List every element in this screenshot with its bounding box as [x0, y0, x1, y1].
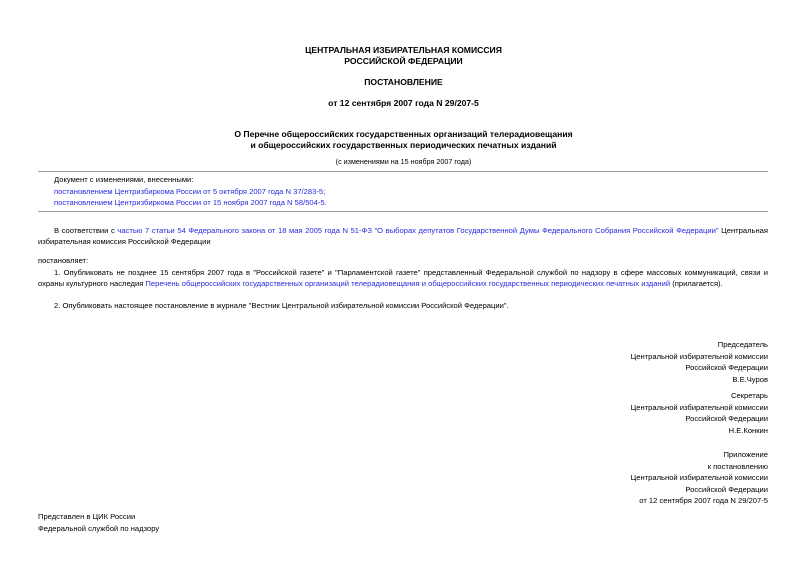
secretary-country: Российской Федерации: [685, 414, 768, 423]
decree-word: постановляет:: [38, 256, 89, 265]
chairman-country: Российской Федерации: [685, 363, 768, 372]
amendment-note: (с изменениями на 15 ноября 2007 года): [335, 157, 472, 166]
org-name-line2: РОССИЙСКОЙ ФЕДЕРАЦИИ: [344, 56, 463, 66]
chairman-org: Центральной избирательной комиссии: [630, 351, 768, 361]
appendix-ref: к постановлению: [707, 461, 768, 471]
change-link-2[interactable]: постановлением Центризбиркома России от 15 ноября 2007 года N 58/504-5.: [54, 198, 327, 207]
decree-item-1: [38, 268, 768, 289]
list-link[interactable]: Перечень общероссийских государственных организаций телерадиовещания и общероссийских государственных периодических печатных изданий: [145, 278, 671, 288]
law-link[interactable]: частью 7 статьи 54 Федерального закона от 18 мая 2005 года N 51-ФЗ "О выборах депутатов Государственной Думы Федерального Собрания Российской Федерации": [117, 226, 719, 235]
intro-suffix: Центральная избирательная комиссия Российской Федерации: [38, 226, 768, 246]
divider-bottom: [38, 211, 768, 212]
changes-heading: Документ с изменениями, внесенными:: [54, 175, 194, 184]
intro-paragraph: [38, 226, 768, 247]
appendix-title: Приложение: [723, 450, 768, 459]
secretary-name: Н.Е.Конкин: [728, 425, 768, 435]
appendix-country: Российской Федерации: [685, 484, 768, 494]
divider-top: [38, 171, 768, 172]
secretary-org: Центральной избирательной комиссии: [630, 402, 768, 412]
footer-line2: Федеральной службой по надзору: [38, 523, 160, 533]
footer-line1: Представлен в ЦИК России: [38, 512, 136, 521]
changes-block: [54, 174, 327, 209]
document-type: ПОСТАНОВЛЕНИЕ: [364, 77, 443, 87]
document-date-number: от 12 сентября 2007 года N 29/207-5: [328, 98, 479, 108]
document-title-line2: и общероссийских государственных периодических печатных изданий: [250, 140, 557, 150]
org-name-line1: ЦЕНТРАЛЬНАЯ ИЗБИРАТЕЛЬНАЯ КОМИССИЯ: [305, 45, 502, 55]
document-title-line1: О Перечне общероссийских государственных организаций телерадиовещания: [234, 129, 573, 139]
appendix-org: Центральной избирательной комиссии: [630, 473, 768, 482]
chairman-name: В.Е.Чуров: [732, 374, 768, 384]
decree-item-2: 2. Опубликовать настоящее постановление в журнале "Вестник Центральной избирательной комиссии Российской Федерации".: [54, 301, 509, 310]
appendix-date: от 12 сентября 2007 года N 29/207-5: [639, 496, 768, 505]
secretary-title: Секретарь: [730, 391, 768, 400]
chairman-title: Председатель: [717, 340, 768, 349]
intro-prefix: В соответствии с: [54, 226, 118, 235]
secretary-signature: [631, 390, 768, 436]
item1-suffix: (прилагается).: [670, 278, 723, 288]
item1-text: 1. Опубликовать не позднее 15 сентября 2007 года в "Российской газете" и "Парламентской газете" представленный Федеральной службой по надзору в сфере массовых коммуникаций, связи и охраны культурного наследия: [38, 268, 768, 288]
change-link-1[interactable]: постановлением Центризбиркома России от 5 октября 2007 года N 37/283-5;: [54, 186, 326, 196]
appendix-block: [631, 449, 768, 507]
chairman-signature: [631, 339, 768, 385]
footer-block: [38, 511, 159, 534]
